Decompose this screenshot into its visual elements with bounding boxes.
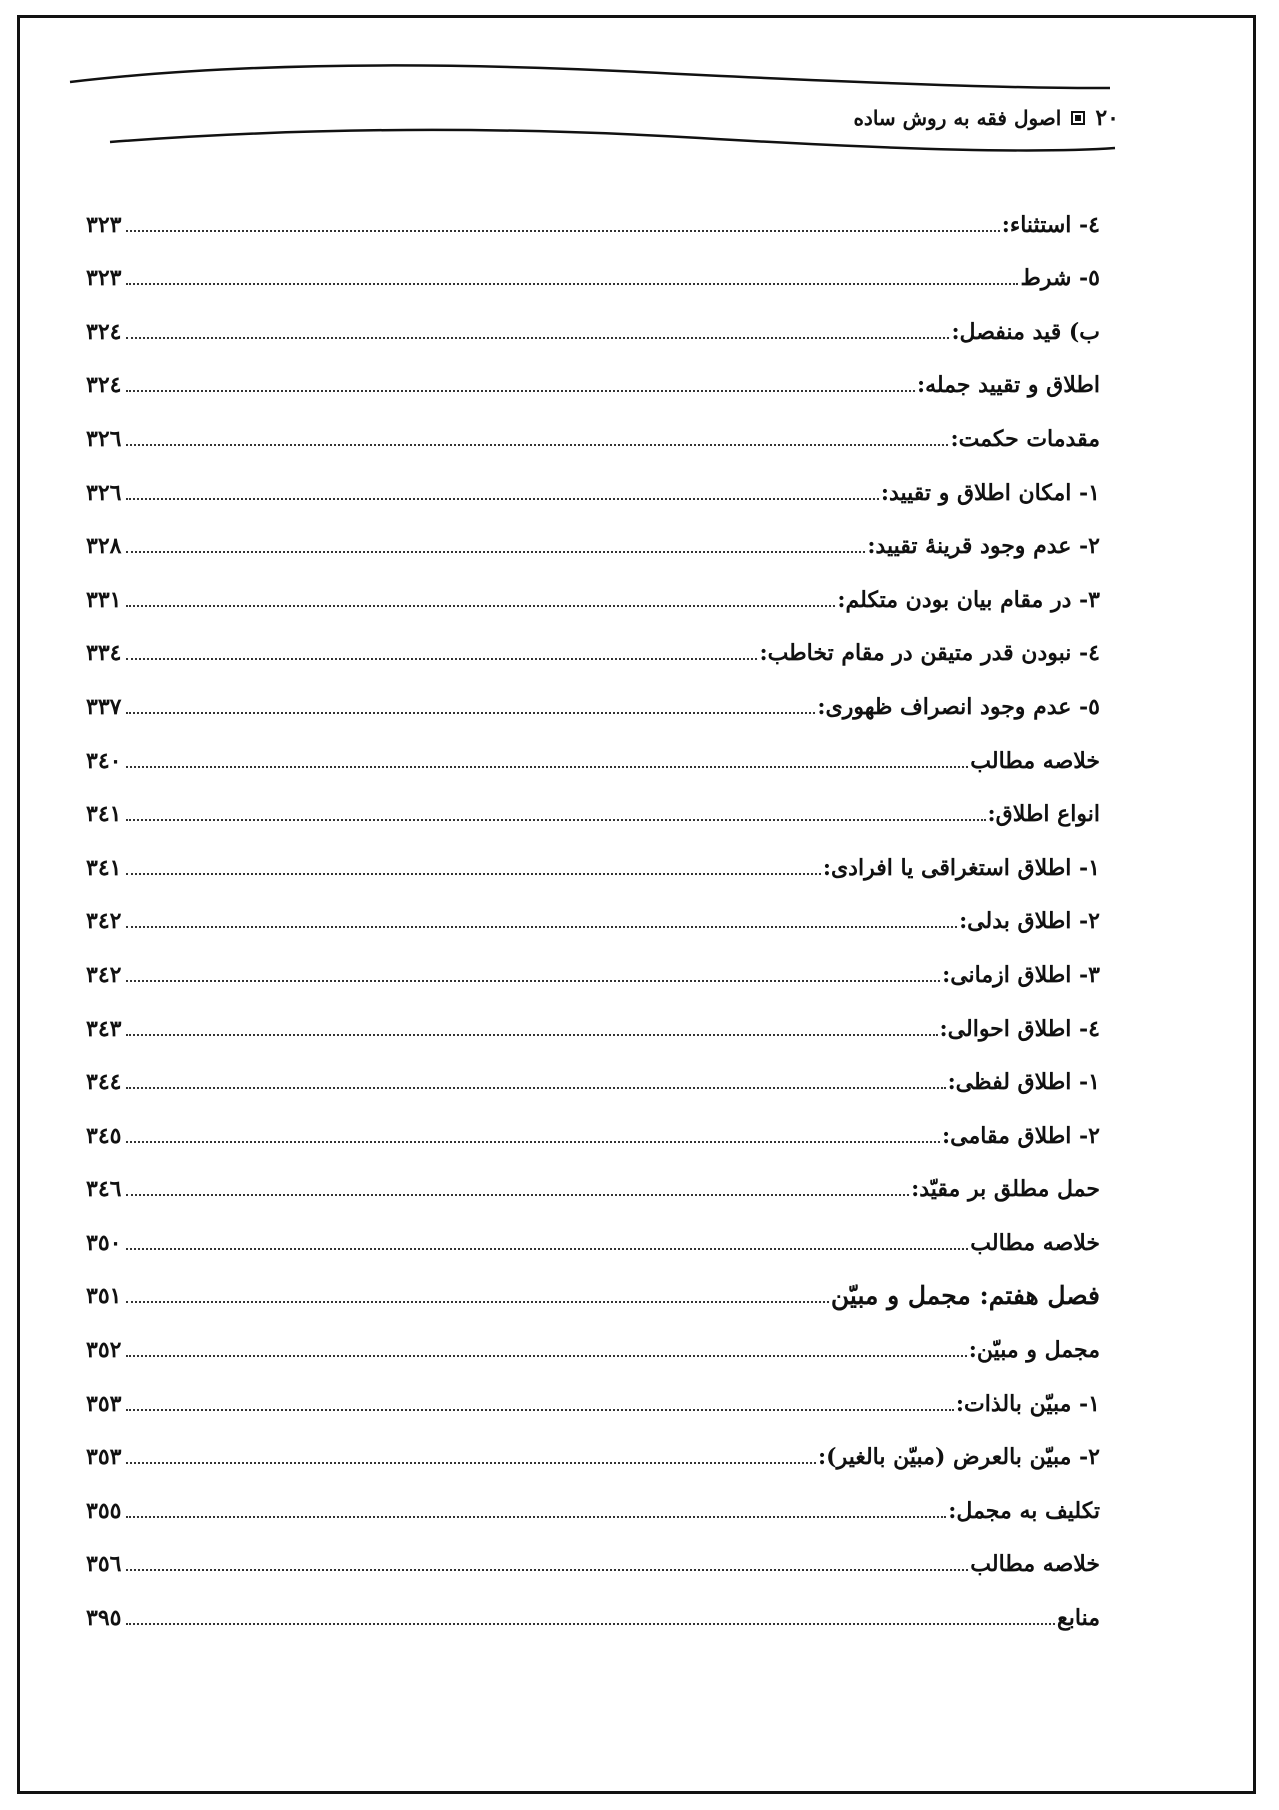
toc-entry[interactable] (86, 615, 1100, 669)
toc-entry-title: تکلیف به مجمل: (948, 1497, 1100, 1524)
toc-leader (126, 656, 757, 660)
toc-entry-page: ۳۹٥ (86, 1605, 122, 1632)
toc-entry-page: ۳٤٥ (86, 1122, 122, 1149)
toc-entry-page: ۳٥۰ (86, 1229, 122, 1256)
toc-leader (126, 1299, 829, 1303)
toc-leader (126, 228, 1000, 232)
toc-leader (126, 549, 865, 553)
toc-leader (126, 1192, 909, 1196)
toc-entry-page: ۳٤٤ (86, 1069, 122, 1096)
header-top-curve (70, 65, 1110, 88)
toc-leader (126, 1567, 968, 1571)
toc-entry-page: ۳٤۰ (86, 747, 122, 774)
toc-leader (126, 1407, 954, 1411)
toc-leader (126, 764, 968, 768)
toc-entry[interactable] (86, 722, 1100, 776)
toc-leader (126, 710, 815, 714)
toc-entry-page: ۳٥۳ (86, 1390, 122, 1417)
header-rules (0, 0, 1279, 170)
header-square-icon (1071, 111, 1085, 125)
toc-leader (126, 871, 821, 875)
toc-entry[interactable] (86, 400, 1100, 454)
toc-leader (126, 817, 986, 821)
toc-leader (126, 1246, 968, 1250)
toc-entry[interactable] (86, 1204, 1100, 1258)
toc-leader (126, 1032, 938, 1036)
toc-entry-title: ۲- اطلاق بدلی: (959, 908, 1100, 935)
toc-entry-title: خلاصه مطالب (970, 1551, 1100, 1578)
toc-entry-title: ٤- نبودن قدر متیقن در مقام تخاطب: (759, 640, 1100, 667)
toc-entry-page: ۳٥۱ (86, 1283, 122, 1310)
toc-entry-title: ٥- شرط (1020, 265, 1100, 292)
toc-entry[interactable] (86, 561, 1100, 615)
toc-entry-title: ۳- در مقام بیان بودن متکلم: (837, 586, 1100, 613)
toc-leader (126, 603, 835, 607)
toc-leader (126, 1460, 816, 1464)
toc-leader (126, 496, 879, 500)
toc-entry-page: ۳۲٤ (86, 318, 122, 345)
toc-leader (126, 1139, 940, 1143)
toc-entry[interactable] (86, 1311, 1100, 1365)
toc-leader (126, 388, 915, 392)
running-header (219, 101, 1119, 135)
toc-leader (126, 442, 948, 446)
toc-entry-page: ۳۳٤ (86, 640, 122, 667)
toc-entry[interactable] (86, 990, 1100, 1044)
toc-entry[interactable] (86, 1044, 1100, 1098)
toc-chapter-entry[interactable] (86, 1258, 1100, 1312)
toc-entry-page: ۳٤۲ (86, 908, 122, 935)
toc-entry-page: ۳٤۲ (86, 961, 122, 988)
toc-entry[interactable] (86, 347, 1100, 401)
toc-entry[interactable] (86, 1579, 1100, 1633)
toc-leader (126, 1621, 1055, 1625)
toc-entry-page: ۳٤۱ (86, 801, 122, 828)
toc-leader (126, 1514, 946, 1518)
toc-entry-title: ٤- اطلاق احوالی: (939, 1015, 1100, 1042)
toc-entry[interactable] (86, 240, 1100, 294)
toc-entry-title: حمل مطلق بر مقیّد: (911, 1176, 1100, 1203)
toc-entry-page: ۳۲۸ (86, 533, 122, 560)
toc-entry-page: ۳٥٦ (86, 1551, 122, 1578)
toc-entry-page: ۳۲۳ (86, 211, 122, 238)
toc-entry[interactable] (86, 1526, 1100, 1580)
toc-leader (126, 281, 1018, 285)
toc-entry-title: خلاصه مطالب (970, 1229, 1100, 1256)
table-of-contents (86, 186, 1100, 1633)
toc-entry[interactable] (86, 293, 1100, 347)
toc-entry-page: ۳٤٦ (86, 1176, 122, 1203)
toc-entry[interactable] (86, 186, 1100, 240)
toc-entry-title: انواع اطلاق: (987, 801, 1100, 828)
toc-entry[interactable] (86, 1151, 1100, 1205)
toc-entry[interactable] (86, 508, 1100, 562)
toc-leader (126, 1353, 967, 1357)
header-title: اصول فقه به روش ساده (853, 106, 1062, 130)
toc-entry[interactable] (86, 1472, 1100, 1526)
toc-leader (126, 335, 949, 339)
toc-entry-page: ۳٥۳ (86, 1444, 122, 1471)
toc-entry[interactable] (86, 936, 1100, 990)
toc-leader (126, 1085, 946, 1089)
toc-entry-title: منابع (1057, 1605, 1100, 1632)
toc-entry-page: ۳٥٥ (86, 1497, 122, 1524)
toc-entry-title: مقدمات حکمت: (950, 425, 1100, 452)
toc-entry-page: ۳٥۲ (86, 1337, 122, 1364)
toc-entry[interactable] (86, 454, 1100, 508)
toc-entry-page: ۳۳۷ (86, 693, 122, 720)
toc-entry-title: ۱- اطلاق استغراقی یا افرادی: (822, 854, 1100, 881)
toc-entry[interactable] (86, 1097, 1100, 1151)
header-page-number: ۲۰ (1095, 105, 1119, 131)
toc-entry-title: ۲- عدم وجود قرینۀ تقیید: (867, 533, 1100, 560)
toc-entry-title: ٤- استثناء: (1001, 211, 1100, 238)
toc-leader (126, 978, 940, 982)
toc-entry-title: مجمل و مبیّن: (968, 1337, 1100, 1364)
toc-entry-title: خلاصه مطالب (970, 747, 1100, 774)
toc-entry-page: ۳۲۳ (86, 265, 122, 292)
toc-entry-page: ۳۲٤ (86, 372, 122, 399)
toc-entry[interactable] (86, 776, 1100, 830)
toc-entry[interactable] (86, 829, 1100, 883)
toc-entry[interactable] (86, 1365, 1100, 1419)
toc-entry-page: ۳٤۱ (86, 854, 122, 881)
toc-entry-page: ۳۲٦ (86, 425, 122, 452)
toc-entry[interactable] (86, 883, 1100, 937)
toc-entry-title: ۱- مبیّن بالذات: (955, 1390, 1100, 1417)
toc-entry-title: ٥- عدم وجود انصراف ظهوری: (817, 693, 1100, 720)
toc-entry[interactable] (86, 1419, 1100, 1473)
toc-leader (126, 924, 957, 928)
toc-entry-title: اطلاق و تقیید جمله: (916, 372, 1100, 399)
toc-entry-title: ۳- اطلاق ازمانی: (942, 961, 1100, 988)
toc-chapter-title: فصل هفتم: مجمل و مبیّن (830, 1281, 1100, 1311)
toc-entry-page: ۳۲٦ (86, 479, 122, 506)
toc-entry-title: ۱- امکان اطلاق و تقیید: (880, 479, 1100, 506)
toc-entry-page: ۳٤۳ (86, 1015, 122, 1042)
toc-entry[interactable] (86, 668, 1100, 722)
toc-entry-title: ۱- اطلاق لفظی: (947, 1069, 1100, 1096)
toc-entry-title: ۲- اطلاق مقامی: (942, 1122, 1100, 1149)
toc-entry-title: ۲- مبیّن بالعرض (مبیّن بالغیر): (818, 1444, 1100, 1471)
toc-entry-title: ب) قید منفصل: (951, 318, 1100, 345)
toc-entry-page: ۳۳۱ (86, 586, 122, 613)
